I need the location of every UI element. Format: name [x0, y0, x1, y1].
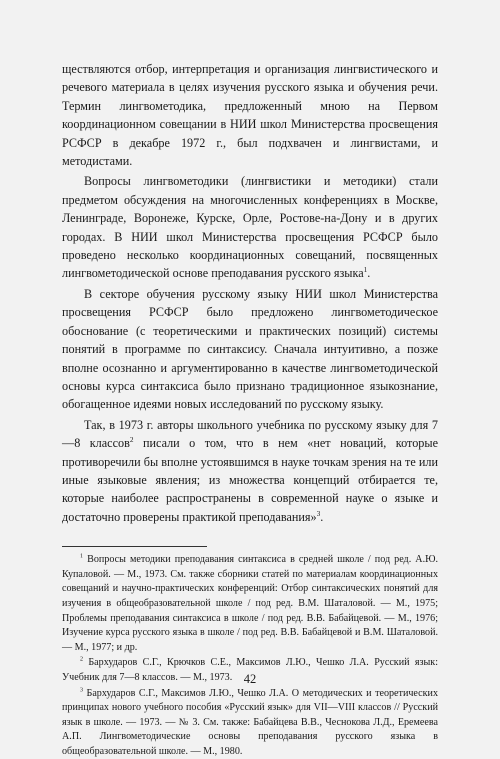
footnote-1-text: Вопросы методики преподавания синтаксиса в средней школе / под ред. А.Ю. Купаловой. — М., 1973. См. также сборники статей по материалам координационных совещаний и научно-практических конференций: Отбор синтаксических понятий для изучения в общеобразовательной школе / под ред. В.М. Шаталовой. — М., 1975; Проблемы преподавания синтаксиса в школе / под ред. В.В. Бабайцевой. — М., 1976; Изучение курса русского языка в школе / под ред. В.В. Бабайцевой и В.М. Шаталовой. — М., 1977; и др.	[62, 554, 438, 653]
paragraph-2	[62, 172, 438, 282]
paragraph-2-text: Вопросы лингвометодики (лингвистики и методики) стали предметом обсуждения на многочисленных конференциях в Москве, Ленинграде, Воронеже, Курске, Орле, Ростове-на-Дону и в других городах. В НИИ школ Министерства просвещения РСФСР было проведено несколько координационных совещаний, посвященных лингвометодической основе преподавания русского языка	[62, 174, 438, 280]
footnote-divider	[62, 546, 207, 547]
paragraph-3: В секторе обучения русскому языку НИИ школ Министерства просвещения РСФСР было предложено лингвометодическое обоснование (с теоретическими и практических позиций) системы понятий в программе по синтаксису. Сначала интуитивно, а позже вполне осознанно и аргументированно в качестве лингвометодической основы курса синтаксиса было признано традиционное языкознание, обогащенное идеями новых исследований по русскому языку.	[62, 285, 438, 414]
paragraph-4-text-a: Так, в 1973 г. авторы школьного учебника по русскому языку для 7—8 классов	[62, 418, 438, 450]
footnote-1	[62, 553, 438, 655]
footnotes	[62, 553, 438, 759]
footnote-ref-2: 2	[130, 435, 134, 444]
paragraph-4-end: .	[320, 510, 323, 524]
footnote-3-marker: 3	[80, 687, 83, 693]
paragraph-1: ществляются отбор, интерпретация и организация лингвистического и речевого материала в целях изучения русского языка и обучения речи. Термин лингвометодика, предложенный мною на Первом координационном совещании в НИИ школ Министерства просвещения РСФСР в декабре 1972 г., был подхвачен и лингвистами, и методистами.	[62, 60, 438, 170]
main-text	[62, 60, 438, 526]
paragraph-4	[62, 416, 438, 526]
footnote-2-text: Бархударов С.Г., Крючков С.Е., Максимов Л.Ю., Чешко Л.А. Русский язык: Учебник для 7—8 классов. — М., 1973.	[62, 657, 438, 683]
footnote-3	[62, 687, 438, 759]
footnote-1-marker: 1	[80, 554, 83, 560]
paragraph-4-text-b: писали о том, что в нем «нет новаций, которые противоречили бы вполне устоявшимся в науке точкам зрения на те или иные языковые явления; из множества концепций отбирается те, которые наиболее распространены в современной науке о языке и достаточно проверены практикой преподавания»	[62, 436, 438, 524]
footnote-2-marker: 2	[80, 657, 83, 663]
footnote-ref-1: 1	[364, 265, 368, 274]
page-number: 42	[0, 672, 500, 687]
footnote-3-text: Бархударов С.Г., Максимов Л.Ю., Чешко Л.А. О методических и теоретических принципах нового учебного пособия «Русский язык» для VII—VIII классов // Русский язык в школе. — 1973. — № 3. См. также: Бабайцева В.В., Чеснокова Л.Д., Еремеева А.П. Лингвометодические основы преподавания русского языка в общеобразовательной школе. — М., 1980.	[62, 688, 438, 757]
paragraph-2-end: .	[367, 266, 370, 280]
footnote-ref-3: 3	[317, 509, 321, 518]
